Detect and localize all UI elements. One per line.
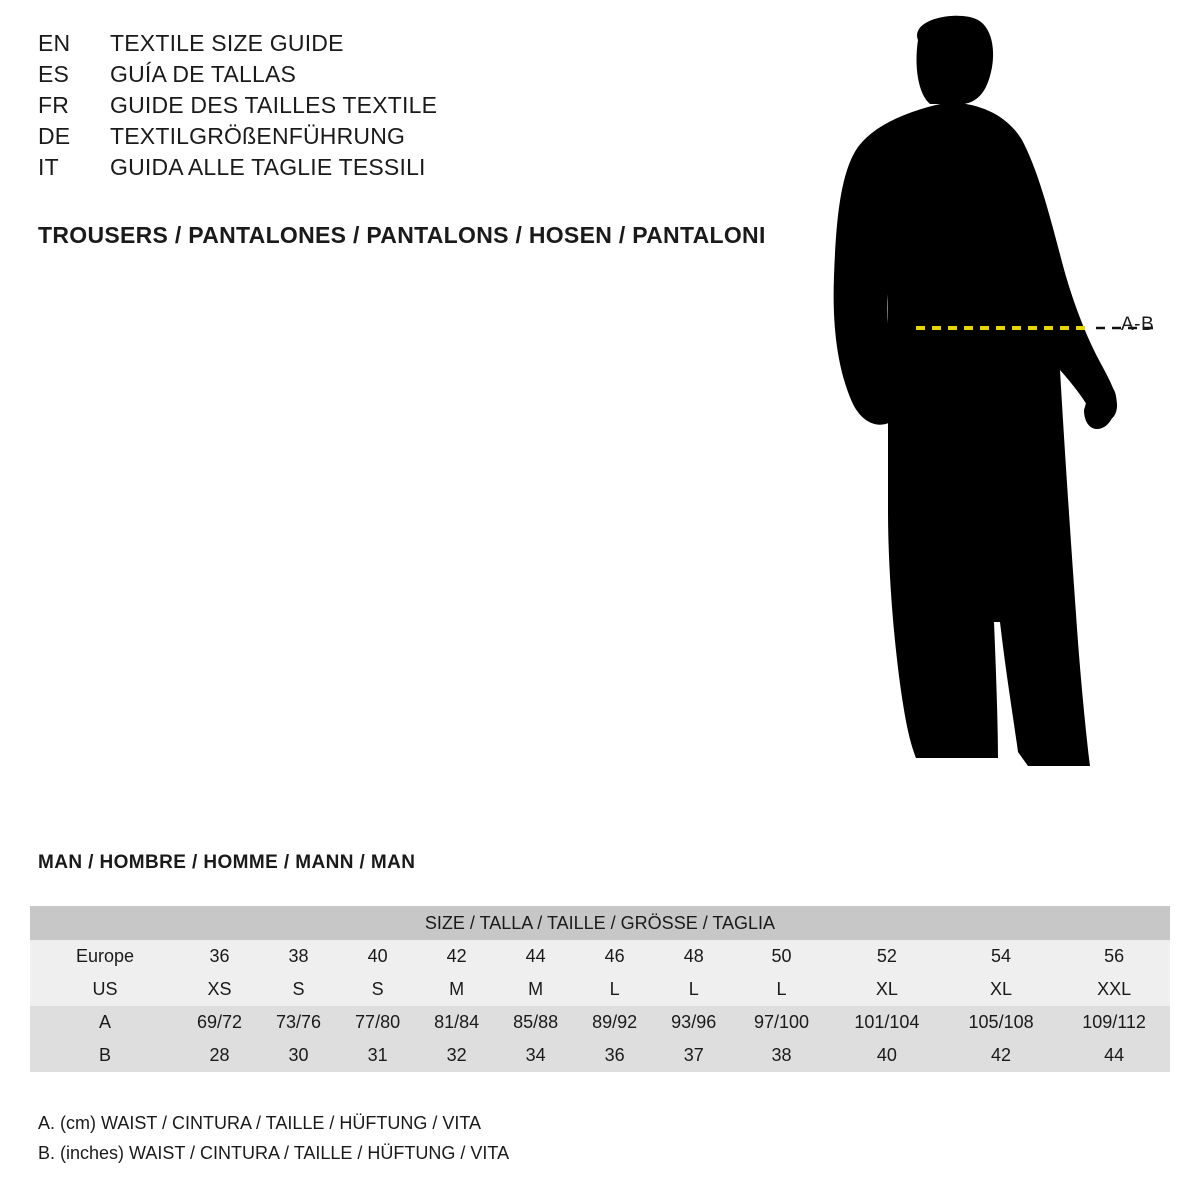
row-label: A (30, 1006, 180, 1039)
row-label: B (30, 1039, 180, 1072)
language-row (38, 92, 798, 123)
table-row (30, 940, 1170, 973)
language-text: GUIDE DES TAILLES TEXTILE (110, 92, 438, 118)
cell: 52 (830, 940, 944, 973)
cell: 85/88 (496, 1006, 575, 1039)
cell: 73/76 (259, 1006, 338, 1039)
cell: 37 (654, 1039, 733, 1072)
cell: 38 (733, 1039, 830, 1072)
cell: 36 (180, 940, 259, 973)
cell: 40 (338, 940, 417, 973)
row-label: US (30, 973, 180, 1006)
cell: 56 (1058, 940, 1170, 973)
footnote-a: A. (cm) WAIST / CINTURA / TAILLE / HÜFTUNG / VITA (38, 1113, 482, 1133)
footnotes (38, 1108, 509, 1168)
table-header-label: SIZE / TALLA / TAILLE / GRÖSSE / TAGLIA (30, 906, 1170, 940)
cell: 50 (733, 940, 830, 973)
language-code: IT (38, 154, 59, 180)
cell: 97/100 (733, 1006, 830, 1039)
language-code: ES (38, 61, 70, 87)
table-group-label: MAN / HOMBRE / HOMME / MANN / MAN (38, 852, 416, 873)
language-row (38, 30, 798, 61)
language-text: GUÍA DE TALLAS (110, 61, 297, 87)
cell: 44 (496, 940, 575, 973)
cell: L (575, 973, 654, 1006)
language-code: FR (38, 92, 70, 118)
cell: M (496, 973, 575, 1006)
cell: 77/80 (338, 1006, 417, 1039)
body-silhouette-figure (800, 10, 1200, 810)
language-row (38, 123, 798, 154)
table-header-row (30, 906, 1170, 940)
cell: 93/96 (654, 1006, 733, 1039)
cell: 109/112 (1058, 1006, 1170, 1039)
cell: 28 (180, 1039, 259, 1072)
cell: XS (180, 973, 259, 1006)
cell: S (338, 973, 417, 1006)
footnote-b: B. (inches) WAIST / CINTURA / TAILLE / HÜFTUNG / VITA (38, 1143, 510, 1163)
cell: 40 (830, 1039, 944, 1072)
cell: 101/104 (830, 1006, 944, 1039)
table-row (30, 1006, 1170, 1039)
cell: 42 (417, 940, 496, 973)
row-label: Europe (30, 940, 180, 973)
cell: 30 (259, 1039, 338, 1072)
table-row (30, 1039, 1170, 1072)
language-code: EN (38, 30, 71, 56)
cell: XL (830, 973, 944, 1006)
cell: 36 (575, 1039, 654, 1072)
cell: XL (944, 973, 1058, 1006)
language-row (38, 61, 798, 92)
table-row (30, 973, 1170, 1006)
garment-type-title: TROUSERS / PANTALONES / PANTALONS / HOSEN / PANTALONI (38, 222, 766, 248)
cell: 38 (259, 940, 338, 973)
language-row (38, 154, 798, 185)
cell: 31 (338, 1039, 417, 1072)
cell: 105/108 (944, 1006, 1058, 1039)
cell: XXL (1058, 973, 1170, 1006)
silhouette-svg (800, 10, 1200, 810)
cell: L (733, 973, 830, 1006)
cell: 81/84 (417, 1006, 496, 1039)
cell: 89/92 (575, 1006, 654, 1039)
cell: 69/72 (180, 1006, 259, 1039)
cell: 54 (944, 940, 1058, 973)
head-shape (917, 16, 994, 104)
cell: S (259, 973, 338, 1006)
language-text: TEXTILGRÖßENFÜHRUNG (110, 123, 406, 149)
cell: M (417, 973, 496, 1006)
cell: 42 (944, 1039, 1058, 1072)
cell: 48 (654, 940, 733, 973)
body-shape (834, 102, 1117, 766)
cell: 34 (496, 1039, 575, 1072)
cell: 32 (417, 1039, 496, 1072)
language-title-block (38, 30, 798, 185)
language-text: TEXTILE SIZE GUIDE (110, 30, 344, 56)
cell: L (654, 973, 733, 1006)
language-text: GUIDA ALLE TAGLIE TESSILI (110, 154, 426, 180)
measure-label-ab: A-B (1121, 314, 1155, 335)
cell: 46 (575, 940, 654, 973)
cell: 44 (1058, 1039, 1170, 1072)
size-table (30, 906, 1170, 1072)
language-code: DE (38, 123, 71, 149)
